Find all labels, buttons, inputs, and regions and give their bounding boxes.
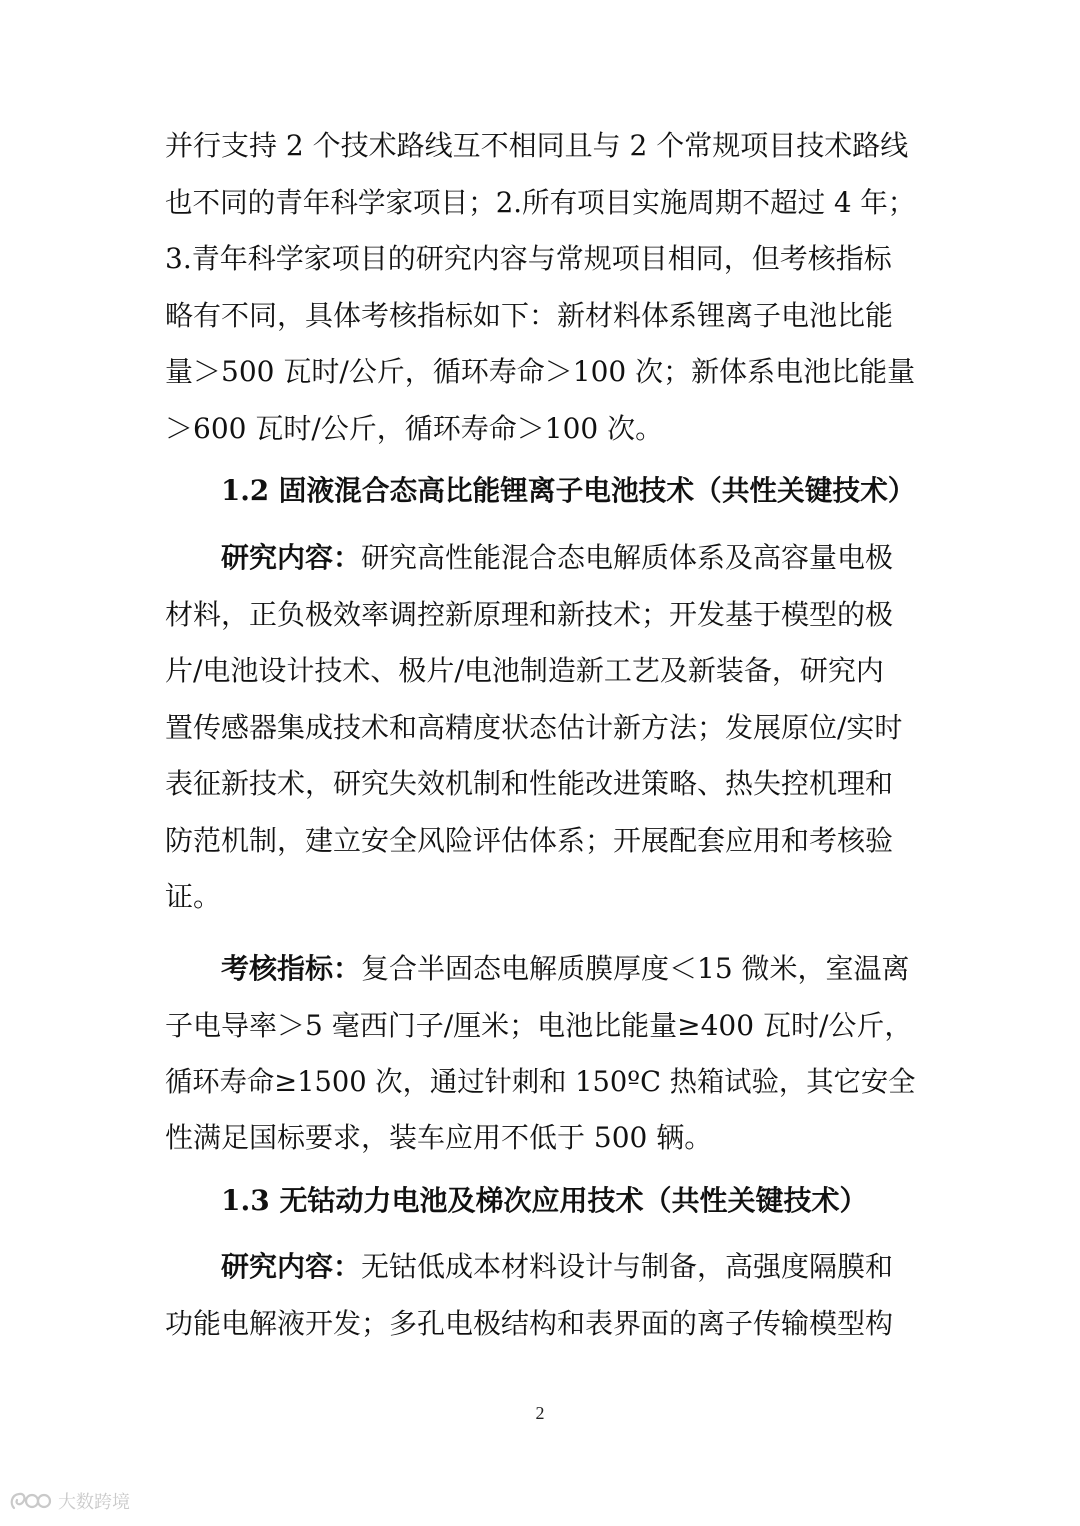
- line-body: 无钴低成本材料设计与制备，高强度隔膜和: [361, 1250, 894, 1283]
- watermark-logo-icon: [8, 1488, 52, 1514]
- line-body: 证。: [165, 880, 222, 913]
- paragraph-line: [0, 949, 1080, 989]
- line-body: 置传感器集成技术和高精度状态估计新方法；发展原位/实时: [165, 711, 903, 744]
- line-body: 表征新技术，研究失效机制和性能改进策略、热失控机理和: [165, 767, 894, 800]
- paragraph-line: [0, 1118, 1080, 1158]
- line-text: [165, 821, 915, 861]
- line-body: 复合半固态电解质膜厚度＜15 微米，室温离: [361, 952, 910, 985]
- paragraph-line: [0, 1304, 1080, 1344]
- line-text: [221, 471, 915, 511]
- line-text: [165, 239, 915, 279]
- line-text: [165, 1062, 915, 1102]
- line-text: [221, 538, 915, 578]
- paragraph-line: [0, 1247, 1080, 1287]
- paragraph-line: [0, 239, 1080, 279]
- section-heading: [0, 471, 1080, 511]
- paragraph-line: [0, 296, 1080, 336]
- line-text: [221, 949, 915, 989]
- line-body: 略有不同，具体考核指标如下：新材料体系锂离子电池比能: [165, 299, 894, 332]
- paragraph-line: [0, 764, 1080, 804]
- line-body: 循环寿命≥1500 次，通过针刺和 150ºC 热箱试验，其它安全: [165, 1065, 916, 1098]
- paragraph-line: [0, 877, 1080, 917]
- line-body: 防范机制，建立安全风险评估体系；开展配套应用和考核验: [165, 824, 894, 857]
- paragraph-line: [0, 1062, 1080, 1102]
- line-text: [165, 1006, 915, 1046]
- line-text: [165, 595, 915, 635]
- paragraph-line: [0, 409, 1080, 449]
- line-body: 性满足国标要求，装车应用不低于 500 辆。: [165, 1121, 713, 1154]
- line-text: [221, 1181, 915, 1221]
- line-text: [165, 183, 915, 223]
- line-body: 量＞500 瓦时/公斤，循环寿命＞100 次；新体系电池比能量: [165, 355, 916, 388]
- paragraph-line: [0, 126, 1080, 166]
- line-text: [165, 1304, 915, 1344]
- paragraph-lead: 研究内容：: [221, 1250, 362, 1283]
- paragraph-line: [0, 183, 1080, 223]
- line-text: [165, 352, 915, 392]
- line-text: [165, 708, 915, 748]
- line-body: 也不同的青年科学家项目；2.所有项目实施周期不超过 4 年；: [165, 186, 916, 219]
- watermark-text: 大数跨境: [58, 1492, 130, 1513]
- line-body: 3.青年科学家项目的研究内容与常规项目相同，但考核指标: [165, 242, 892, 275]
- line-text: [165, 126, 915, 166]
- section-heading: [0, 1181, 1080, 1221]
- paragraph-line: [0, 821, 1080, 861]
- paragraph-lead: 考核指标：: [221, 952, 362, 985]
- line-body: 1.2 固液混合态高比能锂离子电池技术（共性关键技术）: [221, 474, 916, 507]
- line-body: 片/电池设计技术、极片/电池制造新工艺及新装备，研究内: [165, 654, 884, 687]
- line-body: ＞600 瓦时/公斤，循环寿命＞100 次。: [165, 412, 664, 445]
- line-text: [165, 764, 915, 804]
- line-text: [221, 1247, 915, 1287]
- line-text: [165, 409, 915, 449]
- line-text: [165, 1118, 915, 1158]
- paragraph-line: [0, 538, 1080, 578]
- page-number: 2: [535, 1403, 545, 1423]
- paragraph-line: [0, 651, 1080, 691]
- line-text: [165, 651, 915, 691]
- line-text: [165, 877, 915, 917]
- line-body: 1.3 无钴动力电池及梯次应用技术（共性关键技术）: [221, 1184, 868, 1217]
- line-text: [165, 296, 915, 336]
- line-body: 研究高性能混合态电解质体系及高容量电极: [361, 541, 894, 574]
- paragraph-line: [0, 352, 1080, 392]
- paragraph-line: [0, 595, 1080, 635]
- line-body: 材料，正负极效率调控新原理和新技术；开发基于模型的极: [165, 598, 894, 631]
- paragraph-line: [0, 708, 1080, 748]
- paragraph-lead: 研究内容：: [221, 541, 362, 574]
- watermark: [8, 1486, 130, 1516]
- line-body: 功能电解液开发；多孔电极结构和表界面的离子传输模型构: [165, 1307, 894, 1340]
- line-body: 并行支持 2 个技术路线互不相同且与 2 个常规项目技术路线: [165, 129, 909, 162]
- paragraph-line: [0, 1006, 1080, 1046]
- line-body: 子电导率＞5 毫西门子/厘米；电池比能量≥400 瓦时/公斤，: [165, 1009, 913, 1042]
